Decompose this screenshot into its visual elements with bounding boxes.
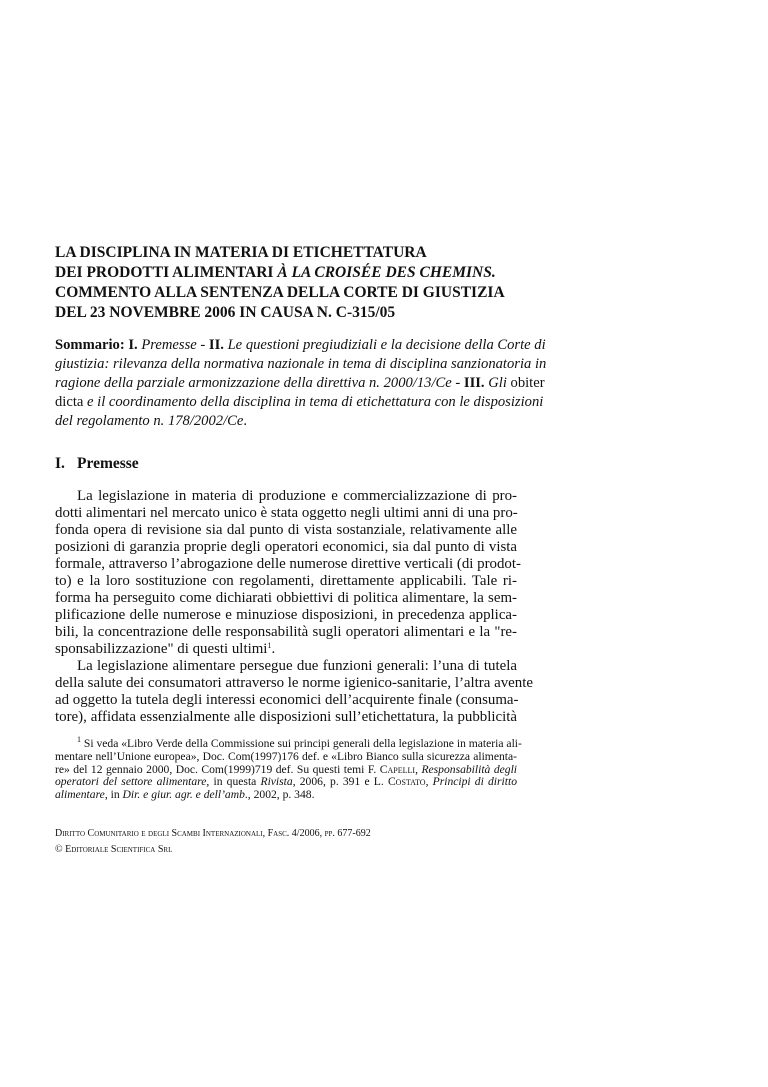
- body-line: [55, 658, 517, 675]
- text-run: DEI PRODOTTI ALIMENTARI: [55, 264, 278, 281]
- text-run: La legislazione alimentare persegue due funzioni generali: l’una di tutela: [77, 658, 517, 674]
- body-line: [55, 556, 521, 573]
- text-run: obiter: [506, 375, 545, 391]
- text-run: giustizia: rilevanza della normativa nazionale in tema di disciplina sanzionatoria in: [55, 356, 547, 372]
- body-text: [55, 488, 533, 726]
- body-line: [55, 590, 517, 607]
- text-run: fonda opera di revisione sia dal punto di vista sostanziale, relativamente alle: [55, 522, 517, 538]
- body-line: [55, 624, 517, 641]
- text-run: Responsabilità degli: [421, 762, 518, 776]
- footnote-ref[interactable]: 1: [77, 735, 81, 744]
- text-run: Gli: [484, 375, 507, 391]
- text-run: ,: [425, 775, 433, 789]
- text-run: formale, attraverso l’abrogazione delle numerose direttive verticali (di prodot-: [55, 556, 521, 572]
- text-run: Dir. e giur. agr. e dell’amb: [122, 788, 245, 802]
- text-run: tore), affidata essenzialmente alle disposizioni sull’etichettatura, la pubblicità: [55, 709, 517, 725]
- footer-line: [55, 842, 517, 858]
- body-line: [55, 522, 517, 539]
- text-run: Le questioni pregiudiziali e la decisione della Corte di: [223, 337, 546, 353]
- text-run: , in questa: [206, 775, 261, 789]
- title-line: [55, 303, 517, 323]
- summary: [55, 336, 547, 431]
- section-heading: [55, 454, 517, 474]
- title-line: [55, 263, 517, 283]
- text-run: Rivista: [260, 775, 293, 789]
- text-run: Diritto Comunitario e degli Scambi Internazionali, Fasc. 4/2006, pp. 677-692: [55, 828, 371, 839]
- text-run: re» del 12 gennaio 2000, Doc. Com(1999)719 def. Su questi temi F.: [55, 762, 380, 776]
- text-run: -: [451, 375, 464, 391]
- body-line: [55, 709, 517, 726]
- sommario-line: [55, 374, 545, 393]
- text-run: LA DISCIPLINA IN MATERIA DI ETICHETTATURA: [55, 244, 427, 261]
- body-line: [55, 488, 517, 505]
- text-run: À LA CROISÉE DES CHEMINS.: [277, 264, 496, 281]
- text-run: Capelli: [379, 762, 416, 776]
- text-run: ragione della parziale armonizzazione della direttiva n. 2000/13/Ce: [55, 375, 452, 391]
- footer-line: [55, 826, 517, 842]
- text-run: bili, la concentrazione delle responsabilità sugli operatori alimentari e la "re-: [55, 624, 517, 640]
- text-run: Si veda «Libro Verde della Commissione sui principi generali della legislazione in materia ali-: [81, 737, 522, 750]
- article-title: [55, 243, 517, 323]
- section-number: I.: [55, 455, 65, 472]
- text-run: , in: [104, 788, 123, 802]
- text-run: dicta: [55, 394, 84, 410]
- text-run: alimentare: [55, 788, 105, 802]
- text-run: © Editoriale Scientifica Srl: [55, 844, 173, 855]
- text-run: ,: [415, 762, 422, 776]
- body-line: [55, 505, 517, 522]
- footnote-ref[interactable]: 1: [267, 641, 272, 650]
- body-line: [55, 692, 517, 709]
- sommario-line: [55, 412, 517, 431]
- sommario-line: [55, 336, 546, 355]
- text-run: Costato: [387, 775, 426, 789]
- title-line: [55, 283, 517, 303]
- body-line: [55, 675, 533, 692]
- body-line: [55, 641, 517, 658]
- text-run: Premesse: [141, 337, 197, 353]
- body-line: [55, 607, 517, 624]
- text-run: .: [271, 641, 276, 657]
- text-run: dotti alimentari nel mercato unico è stata oggetto negli ultimi anni di una pro-: [55, 505, 518, 521]
- text-run: posizioni di garanzia proprie degli operatori economici, sia dal punto di vista: [55, 539, 517, 555]
- text-run: plificazione delle numerose e minuziose disposizioni, in precedenza applica-: [55, 607, 517, 623]
- footnote: [55, 735, 522, 802]
- text-run: COMMENTO ALLA SENTENZA DELLA CORTE DI GIUSTIZIA: [55, 284, 505, 301]
- text-run: .: [243, 413, 247, 429]
- body-line: [55, 539, 517, 556]
- title-line: [55, 243, 517, 263]
- text-run: III.: [463, 375, 485, 391]
- body-line: [55, 573, 517, 590]
- text-run: operatori del settore alimentare: [55, 775, 207, 789]
- text-run: Sommario: I.: [55, 337, 142, 353]
- text-run: del regolamento n. 178/2002/Ce: [55, 413, 244, 429]
- text-run: La legislazione in materia di produzione e commercializzazione di pro-: [77, 488, 517, 504]
- text-run: to) e la loro sostituzione con regolamenti, direttamente applicabili. Tale ri-: [55, 573, 517, 589]
- section-label: Premesse: [77, 455, 139, 472]
- text-run: II.: [208, 337, 224, 353]
- text-run: , 2006, p. 391 e L.: [292, 775, 388, 789]
- text-run: della salute dei consumatori attraverso le norme igienico-sanitarie, l’altra avente: [55, 675, 533, 691]
- text-run: mentare nell’Unione europea», Doc. Com(1997)176 def. e «Libro Bianco sulla sicurezza alimenta-: [55, 749, 517, 763]
- text-run: sponsabilizzazione" di questi ultimi: [55, 641, 268, 657]
- page-footer: [55, 826, 517, 858]
- footnote-line: [55, 789, 517, 802]
- text-run: e il coordinamento della disciplina in tema di etichettatura con le disposizioni: [83, 394, 544, 410]
- text-run: DEL 23 NOVEMBRE 2006 IN CAUSA N. C-315/05: [55, 304, 396, 321]
- text-run: -: [196, 337, 209, 353]
- text-run: ad oggetto la tutela degli interessi economici dell’acquirente finale (consuma-: [55, 692, 519, 708]
- sommario-line: [55, 393, 544, 412]
- sommario-line: [55, 355, 547, 374]
- text-run: Principi di diritto: [432, 775, 517, 789]
- text-run: ., 2002, p. 348.: [244, 788, 315, 802]
- text-run: forma ha perseguito come dichiarati obbiettivi di politica alimentare, la sem-: [55, 590, 517, 606]
